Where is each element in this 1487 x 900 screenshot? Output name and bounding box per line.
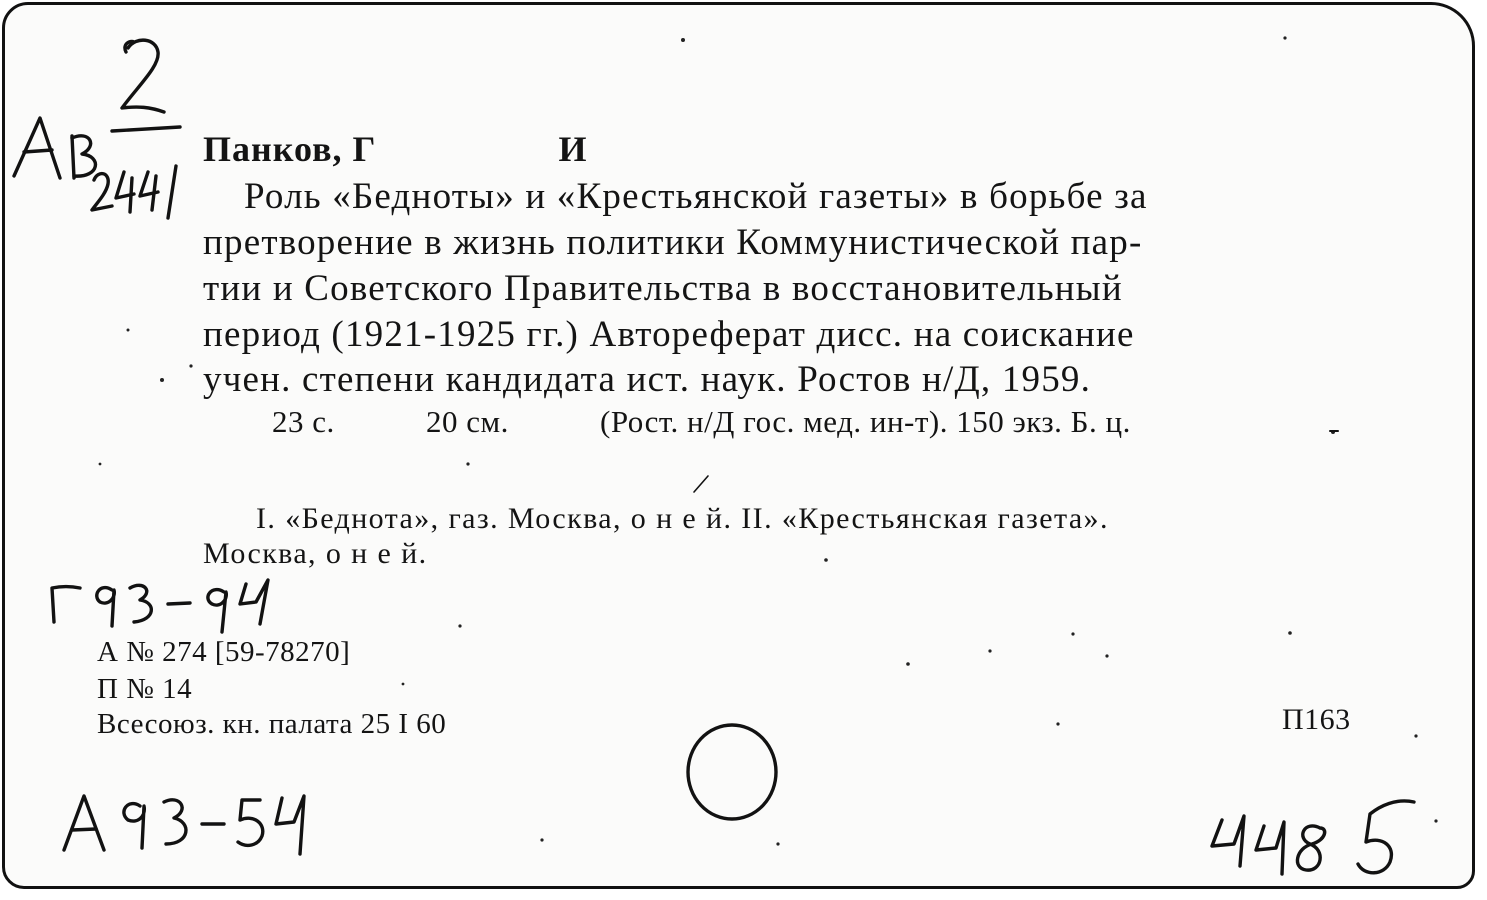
subject-headings-line-2: Москва, о н е й. [203, 537, 428, 570]
collation-size: 20 см. [426, 404, 509, 439]
collation-notes: (Рост. н/Д гос. мед. ин-т). 150 экз. Б. ц. [600, 404, 1131, 439]
classification-code: П163 [1282, 703, 1351, 736]
title-line-3: тии и Советского Правительства в восстановительный [203, 268, 1123, 309]
publisher-imprint: Всесоюз. кн. палата 25 I 60 [97, 708, 447, 740]
registry-number: А № 274 [59-78270] [97, 636, 351, 668]
title-line-2: претворение в жизнь политики Коммунистической пар- [203, 222, 1143, 263]
print-number: П № 14 [97, 673, 193, 705]
author-surname: Панков, Г [203, 129, 377, 169]
subject-headings-line-1: I. «Беднота», газ. Москва, о н е й. II. «Крестьянская газета». [256, 502, 1109, 535]
author-initial: И [558, 129, 588, 169]
title-line-5: учен. степени кандидата ист. наук. Ростов н/Д, 1959. [203, 359, 1092, 400]
collation-pages: 23 с. [272, 404, 335, 439]
title-line-1: Роль «Бедноты» и «Крестьянской газеты» в борьбе за [244, 176, 1148, 217]
title-line-4: период (1921-1925 гг.) Автореферат дисс. на соискание [203, 314, 1135, 355]
